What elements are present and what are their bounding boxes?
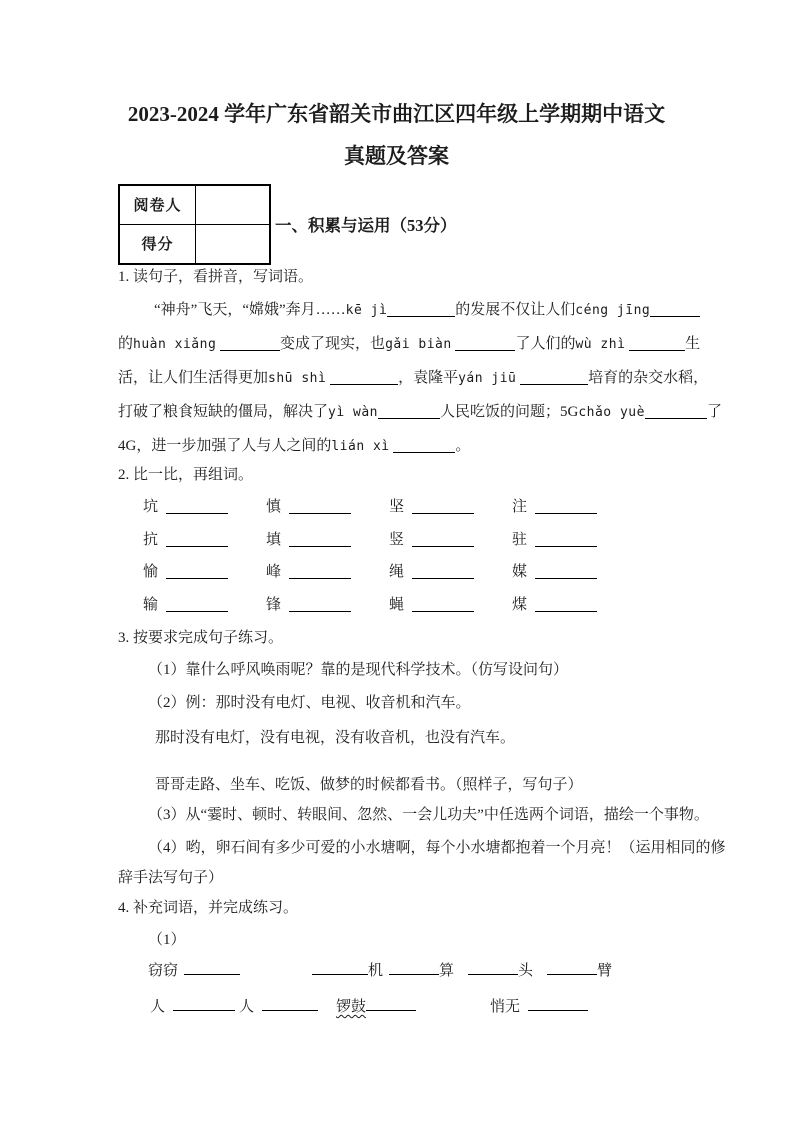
word-cell [266,561,389,583]
word-cell [389,529,512,551]
word-cell [389,561,512,583]
q1-line1 [118,299,680,322]
compare-character: 注 [512,499,528,515]
answer-blank [166,596,228,612]
compare-character: 填 [266,532,282,548]
word-cell [389,496,512,518]
pinyin-hint: kē jì [345,303,388,318]
q1-text: 了 [706,404,722,420]
q2-row4 [118,594,680,616]
answer-blank [535,498,597,514]
idiom-part: 悄无 [490,999,521,1015]
answer-blank [330,369,398,385]
answer-blank [629,335,685,351]
compare-character: 锋 [266,597,282,613]
compare-character: 绳 [389,564,405,580]
q1-text: 了人们的 [515,336,576,352]
answer-blank [262,995,318,1011]
q4-stem: 4. 补充词语，并完成练习。 [118,900,299,916]
q1-text: 培育的杂交水稻， [588,370,709,386]
pinyin-hint: yì wàn [328,405,378,420]
document-title-line1: 2023-2024 学年广东省韶关市曲江区四年级上学期期中语文 [127,102,666,126]
answer-blank [289,531,351,547]
answer-blank [535,531,597,547]
compare-character: 输 [143,597,159,613]
word-cell [143,594,266,616]
grader-label-cell: 阅卷人 [119,185,196,225]
q1-line3 [118,367,709,390]
grader-score-table [118,184,271,265]
answer-blank [387,301,455,317]
answer-blank [289,563,351,579]
answer-blank [520,369,588,385]
word-cell [512,496,635,518]
answer-blank [468,959,518,975]
idiom-part: 头 [518,963,534,979]
q1-text: 4G，进一步加强了人与人之间的 [118,438,332,454]
answer-blank [184,959,240,975]
word-cell [512,561,635,583]
compare-character: 慎 [266,499,282,515]
q3-item4-line1: （4）哟，卵石间有多少可爱的小水塘啊，每个小水塘都抱着一个月亮！（运用相同的修 [148,840,726,856]
answer-blank [535,596,597,612]
compare-character: 蝇 [389,597,405,613]
answer-blank [289,596,351,612]
q2-row2 [118,529,680,551]
word-cell [143,496,266,518]
answer-blank [412,531,474,547]
q1-text: 人民吃饭的问题；5G [439,404,579,420]
answer-blank [645,403,707,419]
answer-blank [220,335,280,351]
answer-blank [455,335,515,351]
idiom-part: 人 [239,999,255,1015]
answer-blank [528,995,588,1011]
answer-blank [412,563,474,579]
answer-blank [166,563,228,579]
pinyin-hint: yán jiū [458,371,517,386]
idiom-part: 人 [150,999,166,1015]
q4-fill-row2 [118,995,680,1018]
q1-text: 。 [455,438,471,454]
q1-text: 的发展不仅让人们 [455,302,576,318]
q1-text: ，袁隆平 [398,370,459,386]
q1-text: 的 [118,336,134,352]
answer-blank [166,531,228,547]
q1-line5 [118,435,680,458]
word-cell [143,561,266,583]
compare-character: 坚 [389,499,405,515]
q1-text: 变成了现实，也 [280,336,386,352]
compare-character: 抗 [143,532,159,548]
q1-text: 打破了粮食短缺的僵局，解决了 [118,404,329,420]
pinyin-hint: wù zhì [575,337,626,352]
q1-text: 活，让人们生活得更加 [118,370,269,386]
compare-character: 驻 [512,532,528,548]
q1-text: “神舟”飞天，“嫦娥”奔月…… [154,302,346,318]
word-cell [266,496,389,518]
answer-blank [393,437,455,453]
q1-line4 [118,401,722,424]
q4-fill-row1 [118,959,680,982]
q3-item2: （2）例：那时没有电灯、电视、收音机和汽车。 [148,695,471,711]
q3-item2-model: 哥哥走路、坐车、吃饭、做梦的时候都看书。（照样子，写句子） [155,777,583,793]
q3-item1: （1）靠什么呼风唤雨呢？靠的是现代科学技术。（仿写设问句） [148,662,569,678]
document-body [118,266,726,1018]
word-cell [143,529,266,551]
pinyin-hint: huàn xiǎng [133,337,217,352]
pinyin-hint: chǎo yuè [578,405,645,420]
word-cell [512,594,635,616]
section-heading: 一、积累与运用（53分） [275,216,457,235]
word-cell [389,594,512,616]
q2-row3 [118,561,680,583]
answer-blank [166,498,228,514]
answer-blank [535,563,597,579]
score-value-cell [196,224,271,264]
q3-item3: （3）从“霎时、顿时、转眼间、忽然、一会儿功夫”中任选两个词语，描绘一个事物。 [148,807,709,823]
answer-blank [366,995,416,1011]
idiom-part: 窃窃 [148,963,179,979]
q3-item2-example: 那时没有电灯，没有电视，没有收音机，也没有汽车。 [155,730,516,746]
pinyin-hint: shū shì [268,371,327,386]
q3-stem: 3. 按要求完成句子练习。 [118,630,284,646]
compare-character: 媒 [512,564,528,580]
answer-blank [378,403,440,419]
answer-blank [173,995,235,1011]
score-label-cell: 得分 [119,224,196,264]
compare-character: 煤 [512,597,528,613]
answer-blank [312,959,368,975]
compare-character: 愉 [143,564,159,580]
q1-text: 生 [685,336,701,352]
compare-character: 竖 [389,532,405,548]
grader-value-cell [196,185,271,225]
word-cell [266,594,389,616]
q1-line2 [118,333,701,356]
idiom-part: 机 [368,963,384,979]
q4-sub1: （1） [148,932,186,948]
answer-blank [289,498,351,514]
compare-character: 峰 [266,564,282,580]
answer-blank [412,596,474,612]
q1-stem: 1. 读句子，看拼音，写词语。 [118,269,314,285]
word-cell [266,529,389,551]
grader-score-block [118,186,793,262]
document-title-line2: 真题及答案 [344,144,449,168]
answer-blank [650,301,700,317]
pinyin-hint: gǎi biàn [385,337,452,352]
q2-row1 [118,496,680,518]
word-cell [512,529,635,551]
q3-item4-line2: 辞手法写句子） [118,870,224,886]
idiom-part: 臂 [597,963,613,979]
idiom-part: 锣鼓 [336,999,367,1015]
pinyin-hint: lián xì [331,439,390,454]
idiom-part: 算 [439,963,455,979]
compare-character: 坑 [143,499,159,515]
pinyin-hint: céng jīng [575,303,651,318]
answer-blank [547,959,597,975]
q2-stem: 2. 比一比，再组词。 [118,467,254,483]
answer-blank [389,959,439,975]
answer-blank [412,498,474,514]
